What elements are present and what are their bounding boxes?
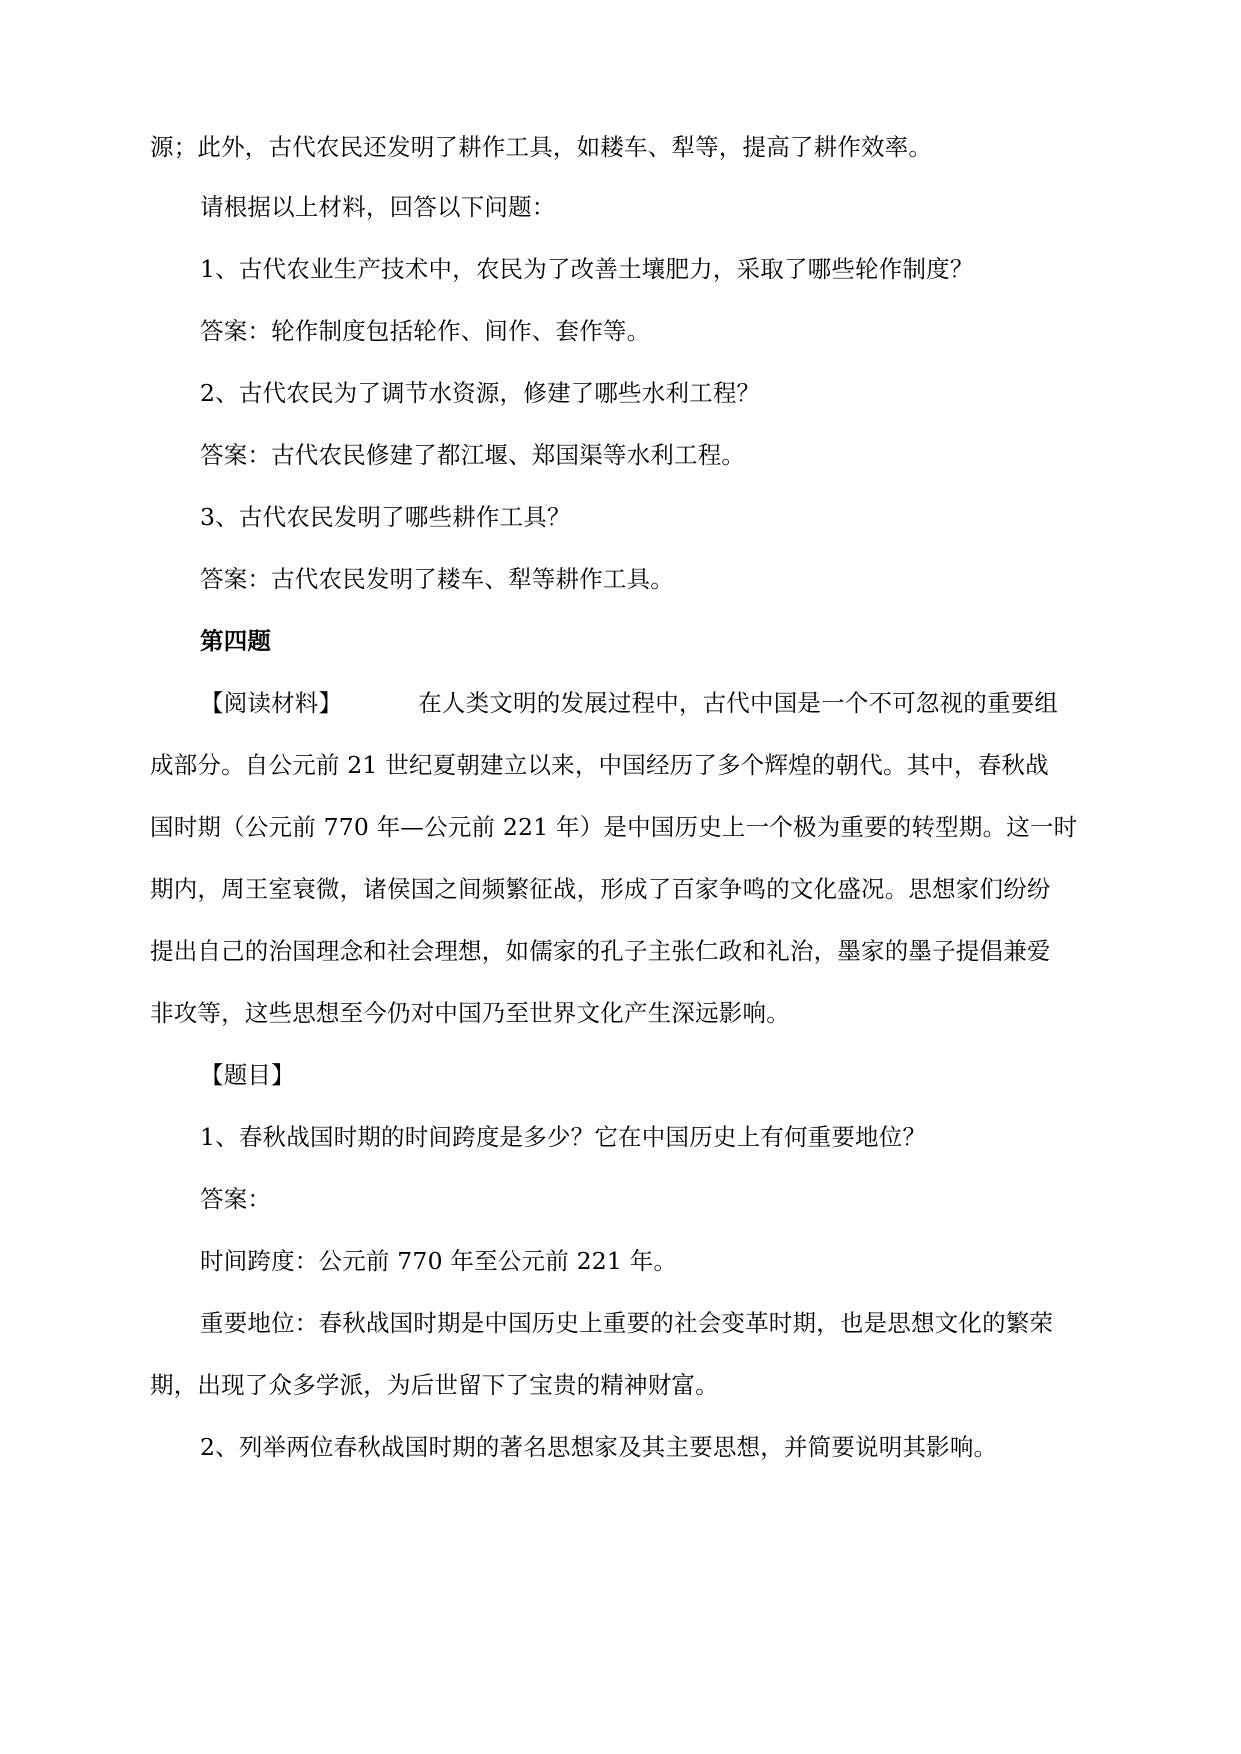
question-1: 1、古代农业生产技术中，农民为了改善土壤肥力，采取了哪些轮作制度？: [200, 255, 974, 283]
section4-question-2: 2、列举两位春秋战国时期的著名思想家及其主要思想，并简要说明其影响。: [200, 1433, 998, 1461]
section4-question-1: 1、春秋战国时期的时间跨度是多少？它在中国历史上有何重要地位？: [200, 1123, 927, 1151]
answer-2: 答案：古代农民修建了都江堰、郑国渠等水利工程。: [200, 441, 746, 469]
section-title: 第四题: [200, 627, 272, 655]
question-2: 2、古代农民为了调节水资源，修建了哪些水利工程？: [200, 379, 761, 407]
reading-material-line-5: 提出自己的治国理念和社会理想，如儒家的孔子主张仁政和礼治，墨家的墨子提倡兼爱: [150, 937, 1051, 965]
section4-answer-status-line-2: 期，出现了众多学派，为后世留下了宝贵的精神财富。: [150, 1371, 719, 1399]
reading-material-label: 【阅读材料】: [200, 689, 343, 717]
answer-3: 答案：古代农民发明了耧车、犁等耕作工具。: [200, 565, 674, 593]
paragraph-line: 源；此外，古代农民还发明了耕作工具，如耧车、犁等，提高了耕作效率。: [150, 133, 933, 161]
section4-answer-label: 答案：: [200, 1185, 272, 1213]
section4-answer-status-line-1: 重要地位：春秋战国时期是中国历史上重要的社会变革时期，也是思想文化的繁荣: [200, 1309, 1054, 1337]
topic-label: 【题目】: [200, 1061, 295, 1089]
reading-material-line-3: 国时期（公元前 770 年—公元前 221 年）是中国历史上一个极为重要的转型期。这一时: [150, 813, 1078, 841]
reading-material-line-1: [200, 688, 1095, 718]
section4-answer-span: 时间跨度：公元前 770 年至公元前 221 年。: [200, 1247, 678, 1275]
paragraph-prompt: 请根据以上材料，回答以下问题：: [200, 193, 556, 221]
reading-material-text: 在人类文明的发展过程中，古代中国是一个不可忽视的重要组: [418, 689, 1059, 717]
question-3: 3、古代农民发明了哪些耕作工具？: [200, 503, 571, 531]
reading-material-line-4: 期内，周王室衰微，诸侯国之间频繁征战，形成了百家争鸣的文化盛况。思想家们纷纷: [150, 875, 1051, 903]
answer-1: 答案：轮作制度包括轮作、间作、套作等。: [200, 317, 651, 345]
reading-material-line-6: 非攻等，这些思想至今仍对中国乃至世界文化产生深远影响。: [150, 999, 790, 1027]
reading-material-line-2: 成部分。自公元前 21 世纪夏朝建立以来，中国经历了多个辉煌的朝代。其中，春秋战: [150, 751, 1049, 779]
